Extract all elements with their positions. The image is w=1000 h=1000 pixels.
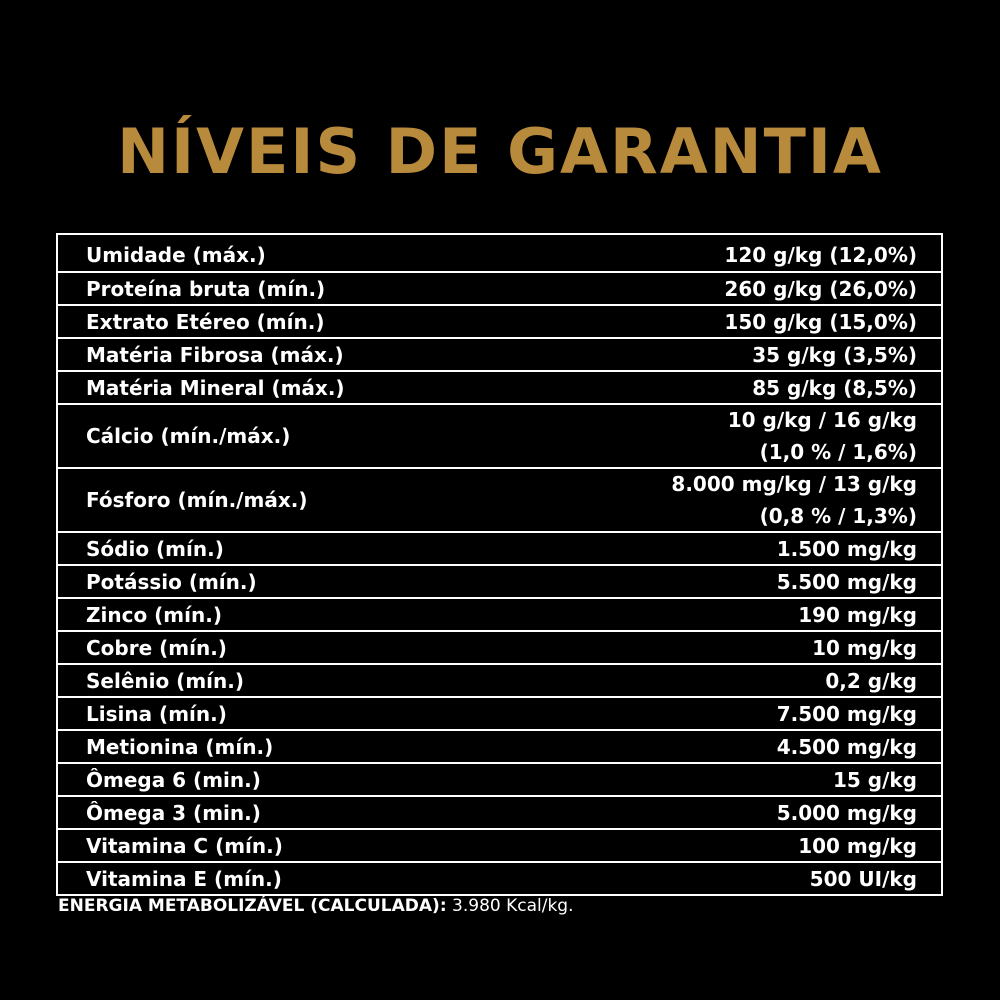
row-label: Sódio (mín.) [86,536,224,561]
table-row [58,403,941,467]
row-label: Metionina (mín.) [86,734,274,759]
row-value: 85 g/kg (8,5%) [752,375,917,400]
row-value: 10 g/kg / 16 g/kg [727,408,917,432]
table-row [58,630,941,663]
row-value: 120 g/kg (12,0%) [724,242,917,267]
row-label: Selênio (mín.) [86,668,244,693]
table-row [58,696,941,729]
row-label: Ômega 6 (min.) [86,767,261,792]
table-row [58,304,941,337]
table-row [58,597,941,630]
row-value: 15 g/kg [832,767,917,792]
table-row [58,762,941,795]
row-value: 100 mg/kg [798,833,917,858]
row-label: Fósforo (mín./máx.) [86,488,308,512]
row-value: 0,2 g/kg [825,668,917,693]
row-value: 500 UI/kg [809,866,917,891]
guarantee-table [56,233,943,896]
table-row [58,337,941,370]
row-value: 4.500 mg/kg [776,734,917,759]
row-label: Matéria Fibrosa (máx.) [86,342,344,367]
table-row [58,729,941,762]
table-row [58,828,941,861]
table-row [58,861,941,894]
table-row [58,663,941,696]
row-value-secondary: (0,8 % / 1,3%) [759,504,917,528]
footer-value: 3.980 Kcal/kg. [452,896,574,916]
row-value: 7.500 mg/kg [776,701,917,726]
row-label: Umidade (máx.) [86,242,266,267]
row-value-group [728,404,917,468]
page-title: NÍVEIS DE GARANTIA [117,115,883,188]
row-value-group [671,468,917,532]
table-row [58,467,941,531]
row-value: 5.000 mg/kg [776,800,917,825]
row-label: Extrato Etéreo (mín.) [86,309,325,334]
row-value: 35 g/kg (3,5%) [752,342,917,367]
table-row [58,370,941,403]
row-value: 5.500 mg/kg [776,569,917,594]
row-value-secondary: (1,0 % / 1,6%) [759,440,917,464]
row-label: Ômega 3 (min.) [86,800,261,825]
table-row [58,271,941,304]
row-label: Cálcio (mín./máx.) [86,424,291,448]
row-label: Vitamina E (mín.) [86,866,282,891]
row-label: Zinco (mín.) [86,602,222,627]
row-label: Lisina (mín.) [86,701,227,726]
table-row [58,235,941,271]
footer-label: ENERGIA METABOLIZÁVEL (CALCULADA): [58,896,447,916]
row-label: Cobre (mín.) [86,635,227,660]
table-row [58,531,941,564]
row-value: 150 g/kg (15,0%) [724,309,917,334]
row-label: Proteína bruta (mín.) [86,276,326,301]
row-label: Matéria Mineral (máx.) [86,375,345,400]
row-label: Potássio (mín.) [86,569,257,594]
table-row [58,795,941,828]
energy-footer [58,896,574,916]
table-row [58,564,941,597]
row-value: 10 mg/kg [812,635,917,660]
row-value: 8.000 mg/kg / 13 g/kg [671,472,917,496]
row-label: Vitamina C (mín.) [86,833,283,858]
row-value: 190 mg/kg [798,602,917,627]
row-value: 260 g/kg (26,0%) [724,276,917,301]
row-value: 1.500 mg/kg [776,536,917,561]
